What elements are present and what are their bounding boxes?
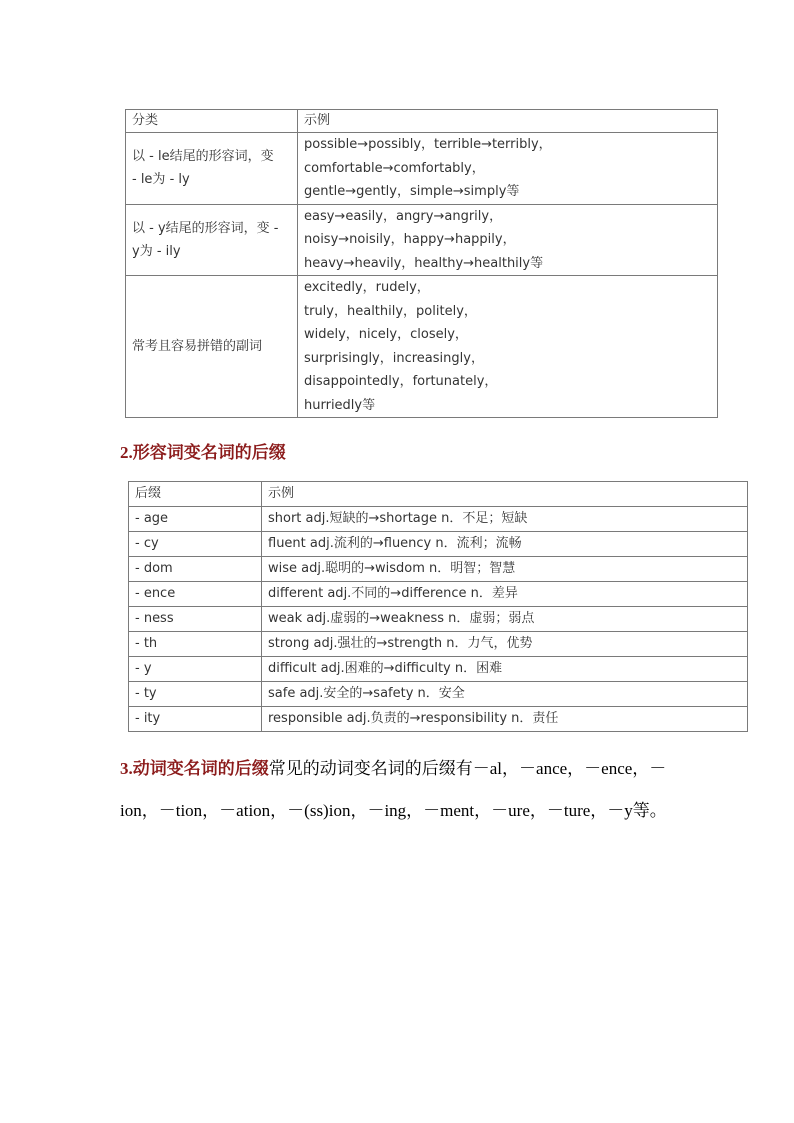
example-line: heavy→heavily，healthy→healthily等 [304,255,544,271]
category-line: 常考且容易拼错的副词 [132,338,263,354]
section-heading-verb-to-noun: 3.动词变名词的后缀 [120,759,269,778]
table-header-row [129,482,748,507]
suffix-cell: - ity [129,707,262,732]
section-heading-adj-to-noun: 2.形容词变名词的后缀 [120,443,286,462]
example-cell [298,276,718,418]
example-cell: short adj.短缺的→shortage n．不足；短缺 [262,507,748,532]
example-line: hurriedly等 [304,397,376,413]
example-cell: responsible adj.负责的→responsibility n．责任 [262,707,748,732]
verb-to-noun-paragraph [120,748,680,832]
example-line: truly，healthily，politely， [304,303,477,319]
category-cell [126,276,298,418]
table-row [129,557,748,582]
suffix-cell: - cy [129,532,262,557]
example-cell: difficult adj.困难的→difficulty n．困难 [262,657,748,682]
table-row [129,632,748,657]
suffix-cell: - th [129,632,262,657]
category-line: y为 - ily [132,243,181,259]
example-line: widely，nicely，closely， [304,327,468,342]
example-line: disappointedly，fortunately， [304,374,498,389]
suffix-cell: - dom [129,557,262,582]
example-cell [298,133,718,205]
table-row [126,133,718,205]
example-line: easy→easily，angry→angrily， [304,208,503,224]
example-cell: fluent adj.流利的→fluency n．流利；流畅 [262,532,748,557]
table-row [129,707,748,732]
verb-to-noun-text: 常见的动词变名词的后缀有－al，－ance，－ence，－ion，－tion，－ation，－(ss)ion，－ing，－ment，－ure，－ture，－y等。 [120,759,667,820]
example-cell: safe adj.安全的→safety n．安全 [262,682,748,707]
adj-noun-suffix-table [128,481,748,732]
example-cell: strong adj.强壮的→strength n．力气，优势 [262,632,748,657]
example-line: comfortable→comfortably， [304,160,485,176]
suffix-cell: - ence [129,582,262,607]
category-line: 以 - le结尾的形容词，变 [132,149,274,165]
example-cell: different adj.不同的→difference n．差异 [262,582,748,607]
suffix-cell: - ty [129,682,262,707]
example-line: noisy→noisily，happy→happily， [304,232,516,247]
header-example: 示例 [298,110,718,133]
header-category: 分类 [126,110,298,133]
example-cell: wise adj.聪明的→wisdom n．明智；智慧 [262,557,748,582]
category-cell [126,133,298,205]
table-row [129,582,748,607]
category-line: 以 - y结尾的形容词，变 - [132,220,279,236]
header-suffix: 后缀 [129,482,262,507]
table-row [129,507,748,532]
suffix-cell: - y [129,657,262,682]
suffix-cell: - age [129,507,262,532]
suffix-cell: - ness [129,607,262,632]
table-row [126,204,718,276]
adverb-formation-table [125,109,718,418]
example-line: gentle→gently，simple→simply等 [304,184,520,199]
table-row [129,657,748,682]
category-cell [126,204,298,276]
header-example: 示例 [262,482,748,507]
table-row [129,607,748,632]
example-line: excitedly，rudely， [304,280,430,295]
example-cell: weak adj.虚弱的→weakness n．虚弱；弱点 [262,607,748,632]
table-header-row [126,110,718,133]
example-cell [298,204,718,276]
table-row [126,276,718,418]
example-line: surprisingly，increasingly， [304,350,484,366]
table-row [129,682,748,707]
table-row [129,532,748,557]
example-line: possible→possibly，terrible→terribly， [304,137,552,152]
category-line: - le为 - ly [132,172,190,188]
